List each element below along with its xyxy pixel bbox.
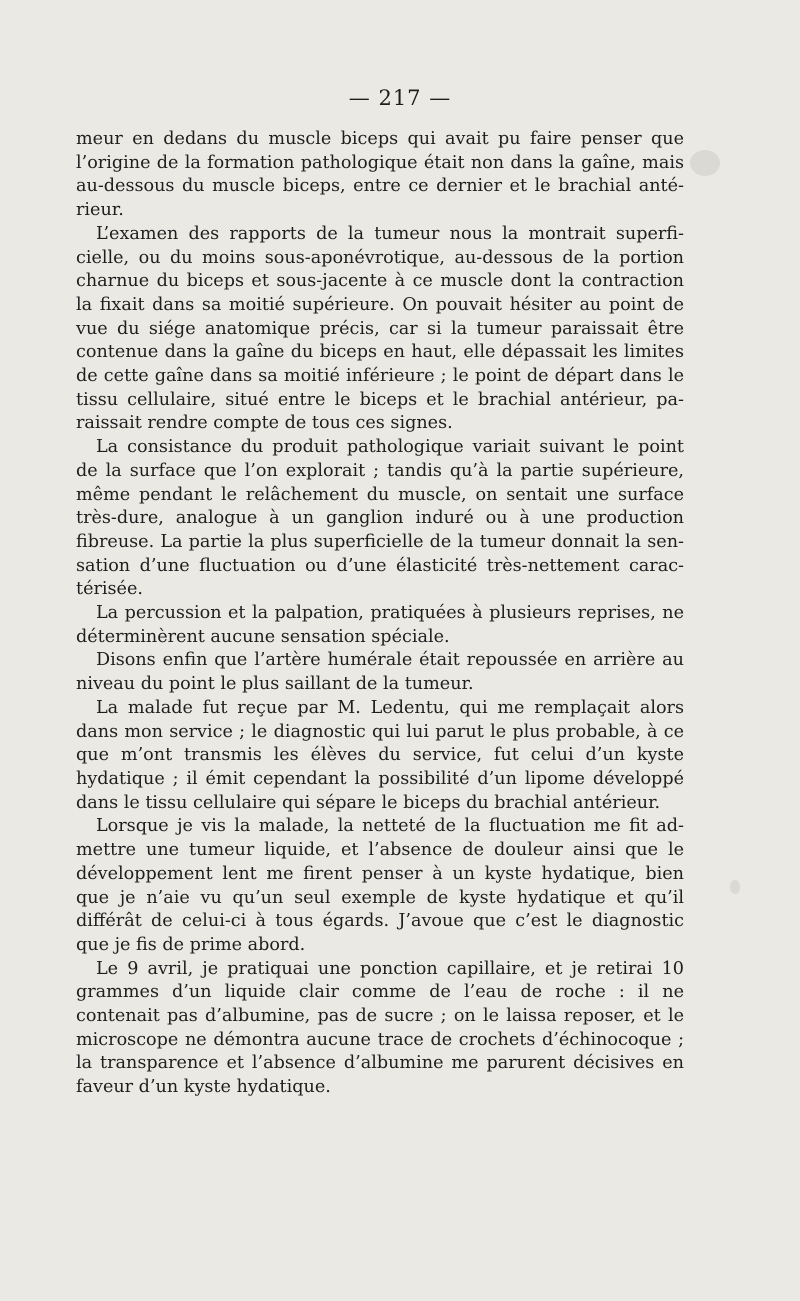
paragraph: Lorsque je vis la malade, la netteté de la fluctuation me fit ad-mettre une tumeur liquide, et l’absence de douleur ainsi que le développement lent me firent penser à un kyste hydatique, bien que je n’aie vu qu’un seul exemple de kyste hydatique et qu’il différât de celui-ci à tous égards. J’avoue que c’est le diagnostic que je fis de prime abord.	[76, 816, 684, 955]
page-number: — 217 —	[348, 86, 452, 110]
paragraph: meur en dedans du muscle biceps qui avait pu faire penser que l’origine de la formation pathologique était non dans la gaîne, mais au-dessous du muscle biceps, entre ce dernier et le brachial anté-rieur.	[76, 129, 684, 221]
body-text	[76, 128, 684, 1100]
paper-stain	[730, 880, 740, 894]
paragraph: L’examen des rapports de la tumeur nous la montrait superfi-cielle, ou du moins sous-aponévrotique, au-dessous de la portion charnue du biceps et sous-jacente à ce muscle dont la contraction la fixait dans sa moitié supérieure. On pouvait hésiter au point de vue du siége anatomique précis, car si la tumeur paraissait être contenue dans la gaîne du biceps en haut, elle dépassait les limites de cette gaîne dans sa moitié inférieure ; le point de départ dans le tissu cellulaire, situé entre le biceps et le brachial antérieur, pa-raissait rendre compte de tous ces signes.	[76, 223, 684, 434]
paragraph: La percussion et la palpation, pratiquées à plusieurs reprises, ne déterminèrent aucune sensation spéciale.	[76, 603, 684, 647]
paragraph: La consistance du produit pathologique variait suivant le point de la surface que l’on explorait ; tandis qu’à la partie supérieure, même pendant le relâchement du muscle, on sentait une surface très-dure, analogue à un ganglion induré ou à une production fibreuse. La partie la plus superficielle de la tumeur donnait la sen-sation d’une fluctuation ou d’une élasticité très-nettement carac-térisée.	[76, 437, 684, 600]
paragraph: Disons enfin que l’artère humérale était repoussée en arrière au niveau du point le plus saillant de la tumeur.	[76, 650, 684, 695]
paragraph: Le 9 avril, je pratiquai une ponction capillaire, et je retirai 10 grammes d’un liquide clair comme de l’eau de roche : il ne contenait pas d’albumine, pas de sucre ; on le laissa reposer, et le microscope ne démontra aucune trace de crochets d’échinocoque ; la transparence et l’absence d’albumine me parurent décisives en faveur d’un kyste hydatique.	[76, 958, 684, 1098]
paper-stain	[690, 150, 720, 176]
paragraph: La malade fut reçue par M. Ledentu, qui me remplaçait alors dans mon service ; le diagnostic qui lui parut le plus probable, à ce que m’ont transmis les élèves du service, fut celui d’un kyste hydatique ; il émit cependant la possibilité d’un lipome développé dans le tissu cellulaire qui sépare le biceps du brachial antérieur.	[76, 697, 684, 813]
